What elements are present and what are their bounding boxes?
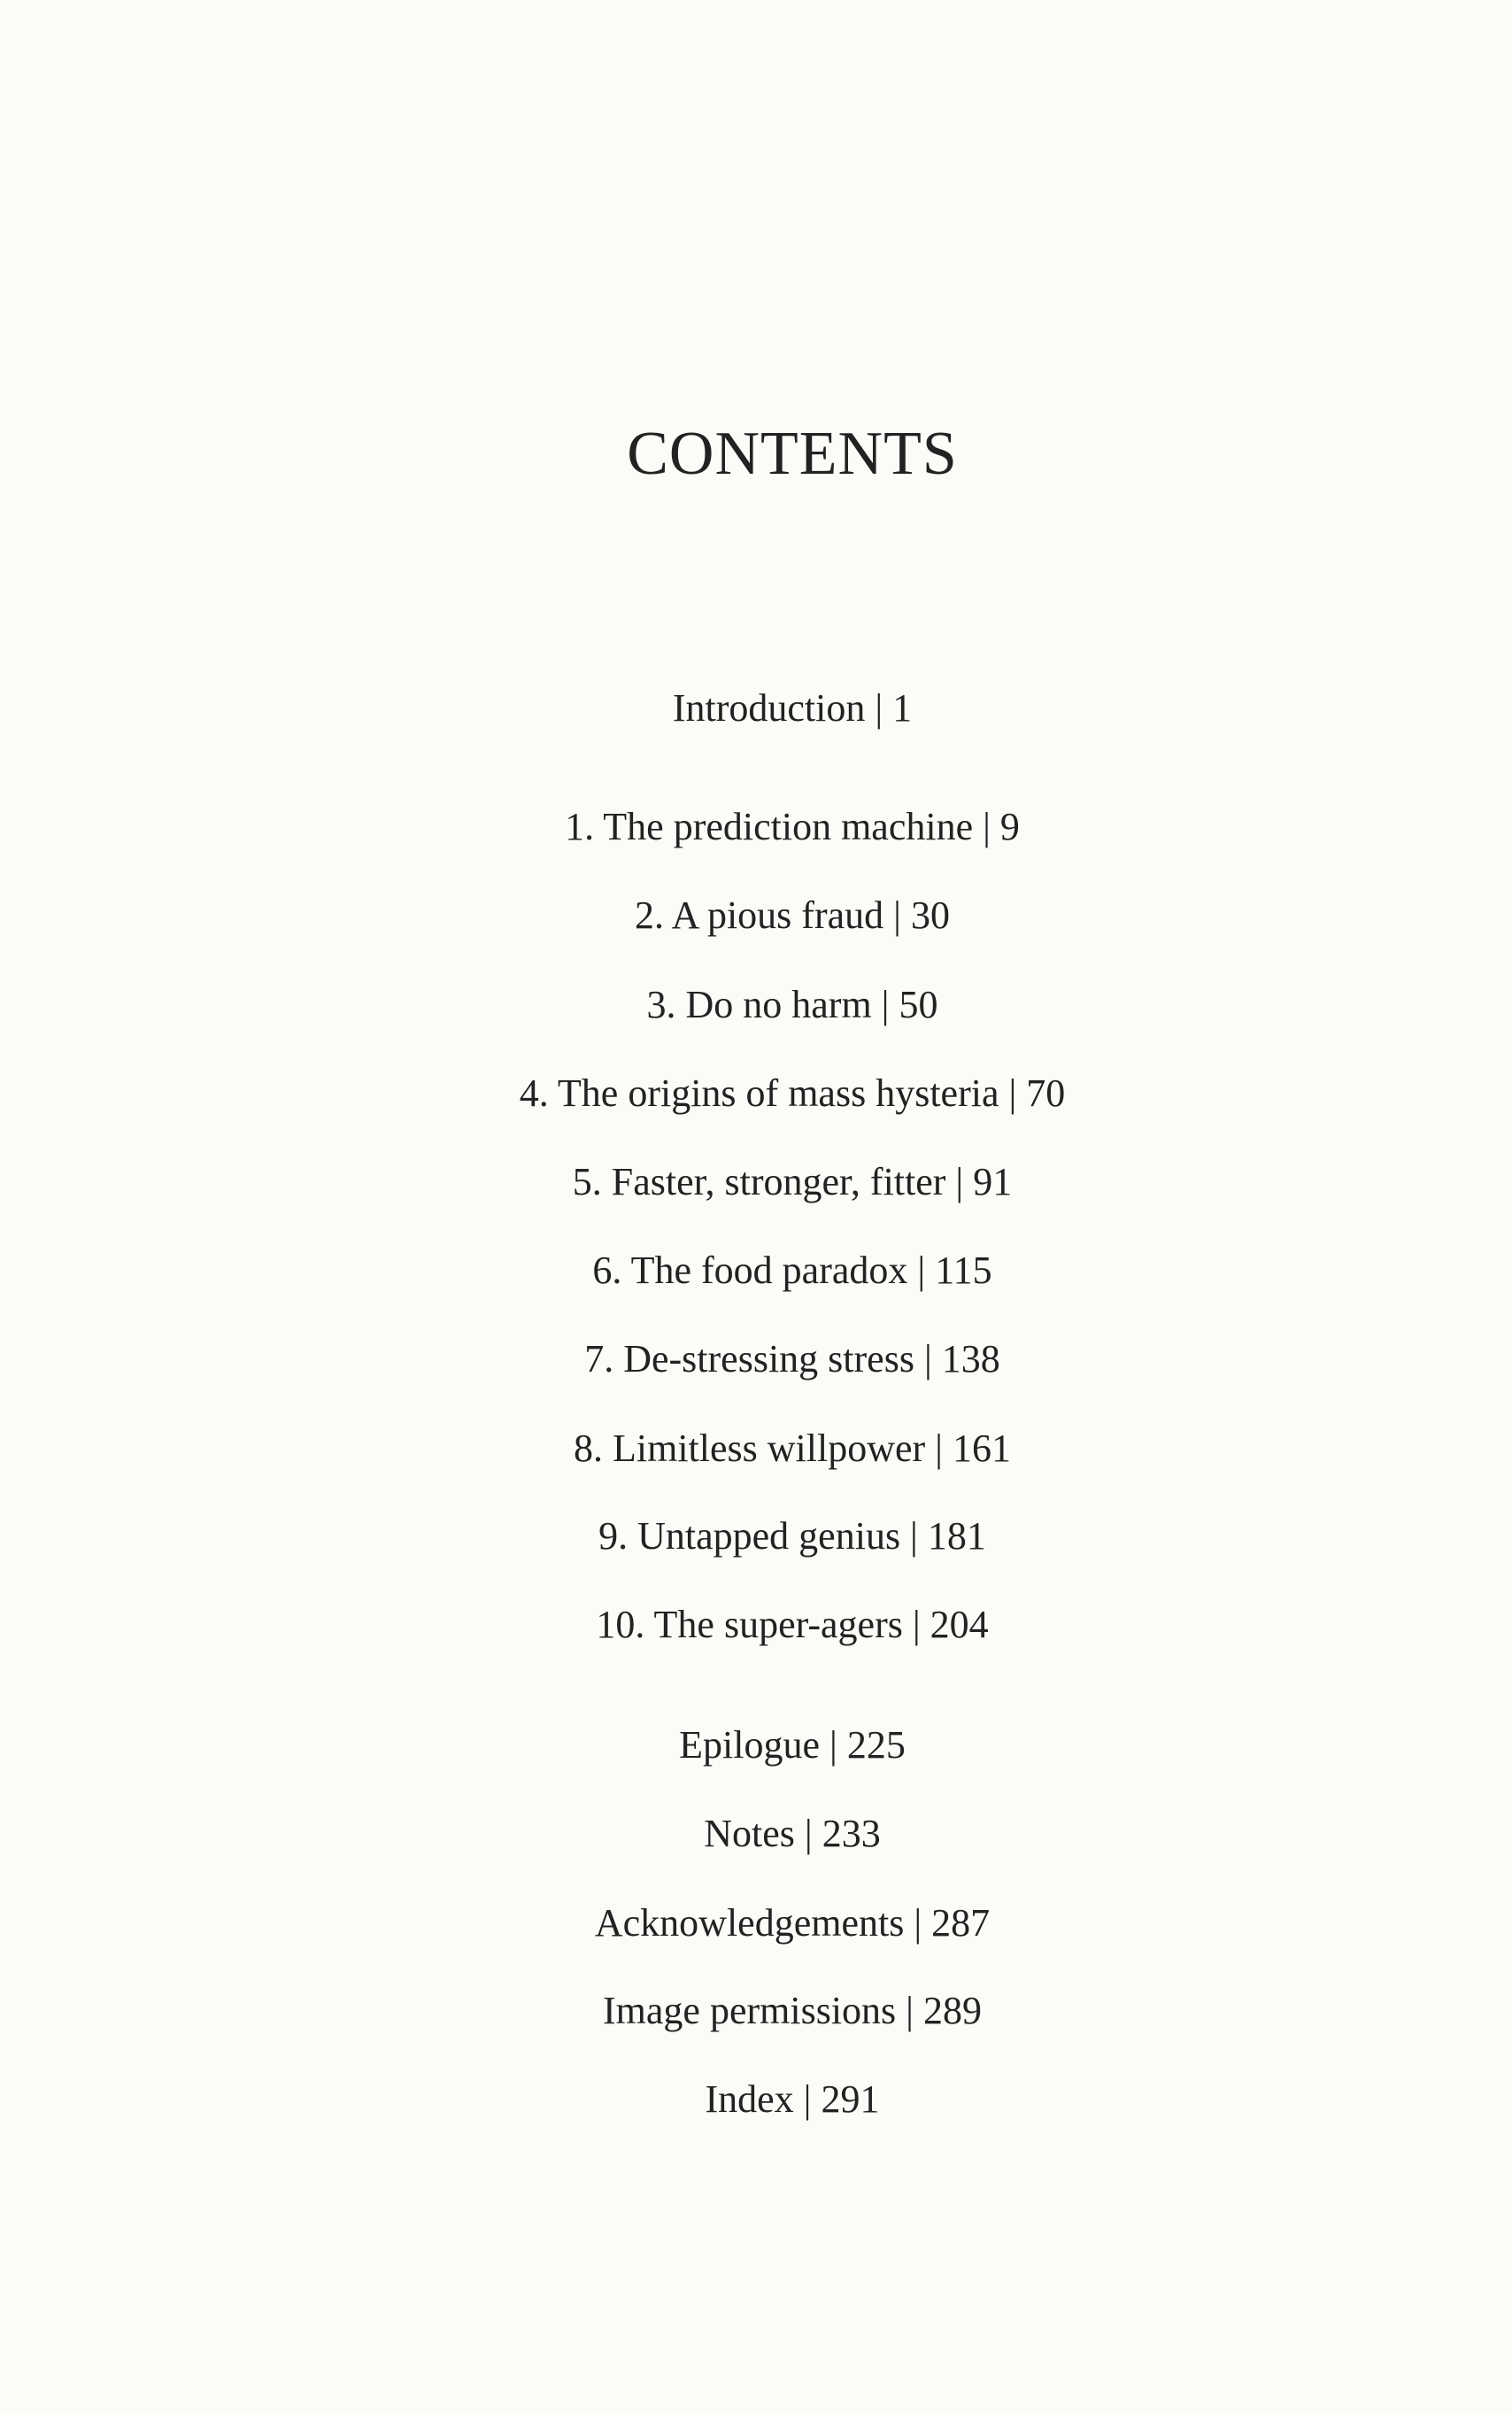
toc-entry-chapter-8: 8. Limitless willpower | 161 (574, 1427, 1011, 1470)
toc-entry-chapter-10: 10. The super-agers | 204 (596, 1603, 989, 1646)
page-title: CONTENTS (627, 420, 958, 488)
toc-entry-chapter-4: 4. The origins of mass hysteria | 70 (519, 1071, 1066, 1115)
toc-entry-chapter-3: 3. Do no harm | 50 (646, 983, 938, 1026)
toc-entry-index: Index | 291 (705, 2077, 880, 2121)
toc-entry-image-permissions: Image permissions | 289 (603, 1989, 982, 2032)
toc-entry-chapter-9: 9. Untapped genius | 181 (598, 1514, 986, 1558)
toc-entry-chapter-5: 5. Faster, stronger, fitter | 91 (572, 1160, 1013, 1203)
toc-entry-notes: Notes | 233 (704, 1812, 881, 1855)
toc-entry-chapter-1: 1. The prediction machine | 9 (565, 805, 1020, 848)
toc-entry-chapter-2: 2. A pious fraud | 30 (635, 893, 950, 937)
toc-entry-acknowledgements: Acknowledgements | 287 (594, 1901, 991, 1945)
toc-entry-introduction: Introduction | 1 (672, 686, 913, 730)
toc-entry-chapter-6: 6. The food paradox | 115 (592, 1249, 992, 1292)
toc-entry-epilogue: Epilogue | 225 (679, 1723, 906, 1767)
toc-entry-chapter-7: 7. De-stressing stress | 138 (584, 1337, 1000, 1381)
